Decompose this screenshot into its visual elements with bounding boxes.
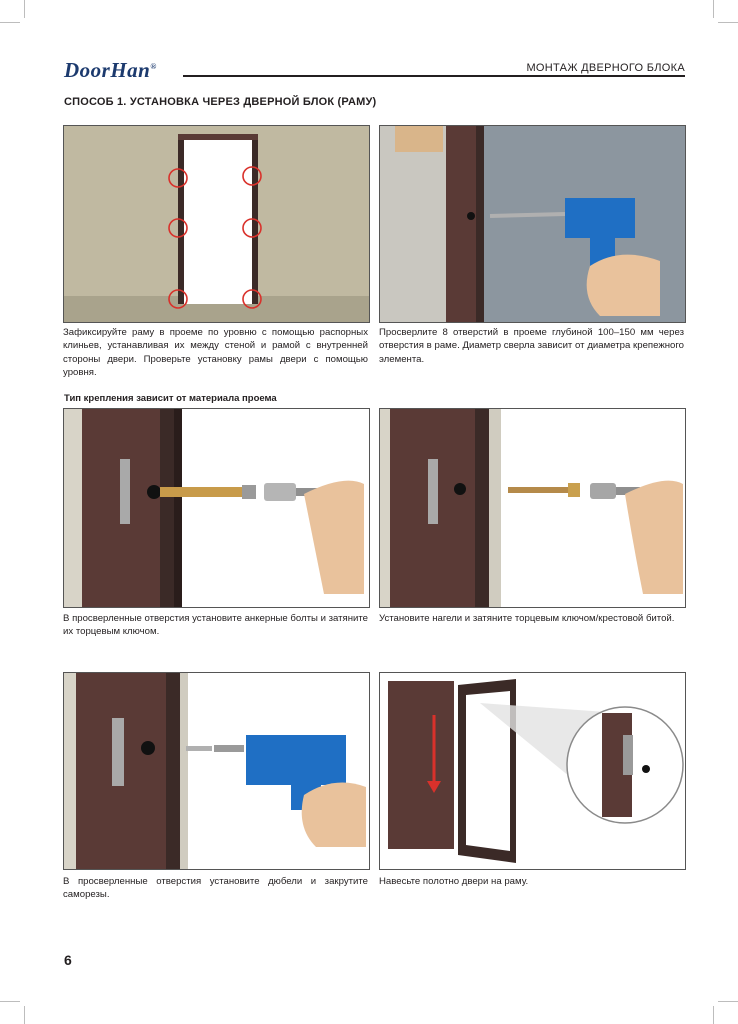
crop-mark bbox=[24, 1006, 25, 1024]
step-1-illustration bbox=[63, 125, 370, 323]
crop-mark bbox=[713, 1006, 714, 1024]
section-title: СПОСОБ 1. УСТАНОВКА ЧЕРЕЗ ДВЕРНОЙ БЛОК (РАМУ) bbox=[64, 96, 377, 108]
mounting-type-subheading: Тип крепления зависит от материала проема bbox=[64, 393, 277, 404]
step-4-caption: Установите нагели и затяните торцевым ключом/крестовой битой. bbox=[379, 613, 675, 624]
step-5-caption: В просверленные отверстия установите дюбели и закрутите саморезы. bbox=[63, 876, 368, 901]
step-2-caption: Просверлите 8 отверстий в проеме глубиной 100–150 мм через отверстия в раме. Диаметр сверла зависит от диаметра крепежного элемента. bbox=[379, 327, 684, 365]
step-5-illustration bbox=[63, 672, 370, 870]
step-6-illustration bbox=[379, 672, 686, 870]
step-4-illustration bbox=[379, 408, 686, 608]
crop-mark bbox=[0, 1001, 20, 1002]
step-2-illustration bbox=[379, 125, 686, 323]
step-6-caption: Навесьте полотно двери на раму. bbox=[379, 876, 529, 887]
header-title: МОНТАЖ ДВЕРНОГО БЛОКА bbox=[526, 62, 685, 74]
crop-mark bbox=[713, 0, 714, 18]
step-3-caption: В просверленные отверстия установите анкерные болты и затяните их торцевым ключом. bbox=[63, 613, 368, 638]
step-3-illustration bbox=[63, 408, 370, 608]
step-1-caption: Зафиксируйте раму в проеме по уровню с помощью распорных клиньев, устанавливая их между стеной и рамой с внутренней стороны двери. Проверьте установку рамы двери с помощью уровня. bbox=[63, 327, 368, 379]
crop-mark bbox=[718, 22, 738, 23]
crop-mark bbox=[24, 0, 25, 18]
crop-mark bbox=[718, 1001, 738, 1002]
header-rule bbox=[183, 75, 685, 77]
brand-logo: DoorHan® bbox=[64, 58, 157, 82]
crop-mark bbox=[0, 22, 20, 23]
page-number: 6 bbox=[64, 952, 72, 968]
